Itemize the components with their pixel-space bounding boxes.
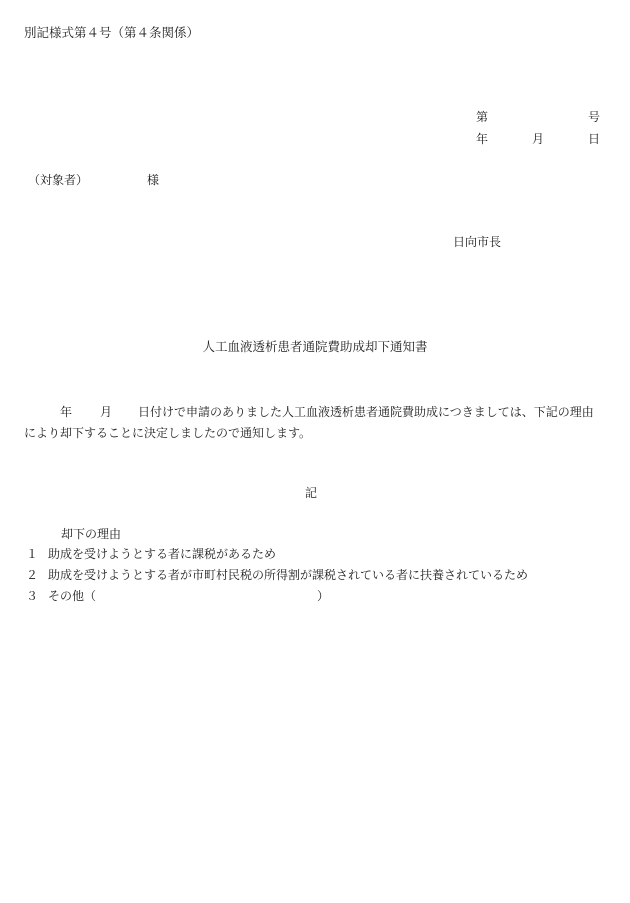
- reason-text: その他（: [48, 589, 97, 603]
- body-line-1: [24, 402, 604, 423]
- body-month: 月: [100, 405, 113, 419]
- document-date-row: [476, 133, 600, 147]
- reason-close-paren: ）: [317, 589, 330, 603]
- reason-text: 助成を受けようとする者に課税があるため: [48, 547, 277, 561]
- reason-number: ２: [26, 568, 39, 582]
- date-day: 日: [588, 132, 601, 146]
- addressee-label: （対象者）: [28, 173, 89, 187]
- number-suffix: 号: [588, 110, 601, 124]
- reasons-heading: 却下の理由: [61, 527, 122, 541]
- addressee: [28, 173, 160, 187]
- body-line-2: により却下することに決定しましたので通知します。: [24, 426, 312, 440]
- form-label: 別記様式第４号（第４条関係）: [24, 25, 200, 40]
- document-number-row: [476, 111, 600, 125]
- document-title: 人工血液透析患者通院費助成却下通知書: [202, 339, 428, 354]
- reason-number: ３: [26, 589, 39, 603]
- body-year: 年: [60, 405, 73, 419]
- body-line-1-text: 日付けで申請のありました人工血液透析患者通院費助成につきましては、下記の理由: [138, 405, 594, 419]
- reason-number: １: [26, 547, 39, 561]
- body-paragraph: [24, 402, 604, 444]
- date-year: 年: [476, 132, 489, 146]
- addressee-honorific: 様: [147, 173, 160, 187]
- date-month: 月: [532, 132, 545, 146]
- reason-text: 助成を受けようとする者が市町村民税の所得割が課税されている者に扶養されているため: [48, 568, 529, 582]
- number-prefix: 第: [476, 110, 489, 124]
- ki-heading: [0, 487, 630, 499]
- document-number-date-block: [476, 111, 600, 155]
- issuer: 日向市長: [453, 235, 502, 249]
- ki-text: 記: [304, 486, 317, 500]
